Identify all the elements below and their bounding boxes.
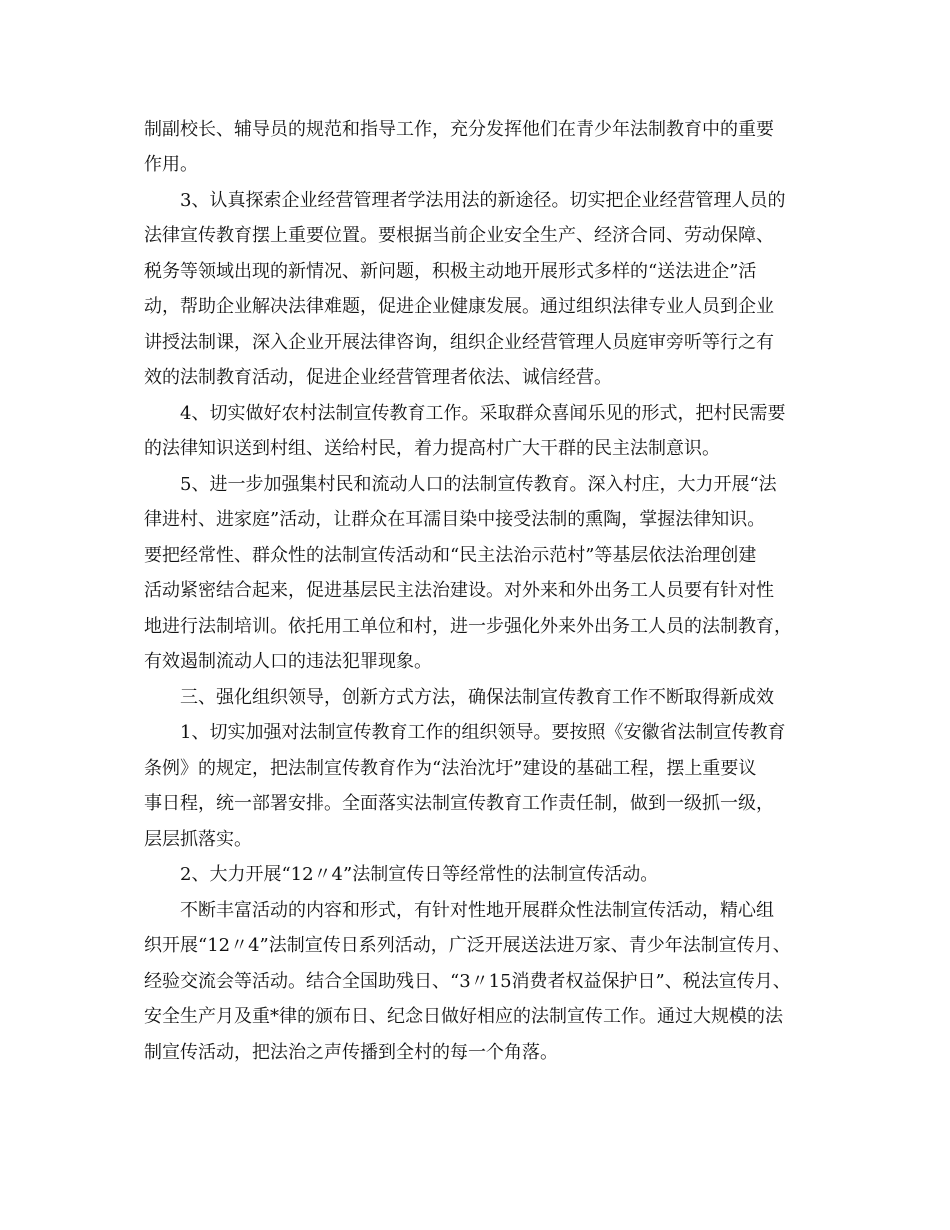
text-line: 织开展“12〃4”法制宣传日系列活动，广泛开展送法进万家、青少年法制宣传月、 <box>144 935 791 956</box>
text-line: 作用。 <box>144 154 198 175</box>
text-line: 制副校长、辅导员的规范和指导工作，充分发挥他们在青少年法制教育中的重要 <box>144 119 774 140</box>
text-line: 的法律知识送到村组、送给村民，着力提高村广大干群的民主法制意识。 <box>144 438 720 459</box>
text-line: 要把经常性、群众性的法制宣传活动和“民主法治示范村”等基层依法治理创建 <box>144 545 757 566</box>
text-line: 5、进一步加强集村民和流动人口的法制宣传教育。深入村庄，大力开展“法 <box>144 474 777 495</box>
text-line: 有效遏制流动人口的违法犯罪现象。 <box>144 651 432 672</box>
text-line: 条例》的规定，把法制宣传教育作为“法治沈圩”建设的基础工程，摆上重要议 <box>144 758 757 779</box>
text-line: 税务等领域出现的新情况、新问题，积极主动地开展形式多样的“送法进企”活 <box>144 261 757 282</box>
text-line: 效的法制教育活动，促进企业经营管理者依法、诚信经营。 <box>144 367 612 388</box>
text-line: 4、切实做好农村法制宣传教育工作。采取群众喜闻乐见的形式，把村民需要 <box>144 403 786 424</box>
text-line: 地进行法制培训。依托用工单位和村，进一步强化外来外出务工人员的法制教育， <box>144 616 792 637</box>
text-line: 律进村、进家庭”活动，让群众在耳濡目染中接受法制的熏陶，掌握法律知识。 <box>144 509 766 530</box>
text-line: 三、强化组织领导，创新方式方法，确保法制宣传教育工作不断取得新成效 <box>144 687 774 708</box>
text-line: 事日程，统一部署安排。全面落实法制宣传教育工作责任制，做到一级抓一级， <box>144 793 774 814</box>
text-line: 法律宣传教育摆上重要位置。要根据当前企业安全生产、经济合同、劳动保障、 <box>144 225 774 246</box>
text-line: 讲授法制课，深入企业开展法律咨询，组织企业经营管理人员庭审旁听等行之有 <box>144 332 774 353</box>
text-line: 层层抓落实。 <box>144 829 252 850</box>
text-line: 经验交流会等活动。结合全国助残日、“3〃15消费者权益保护日”、税法宣传月、 <box>144 971 791 992</box>
text-line: 安全生产月及重*律的颁布日、纪念日做好相应的法制宣传工作。通过大规模的法 <box>144 1006 783 1027</box>
text-line: 活动紧密结合起来，促进基层民主法治建设。对外来和外出务工人员要有针对性 <box>144 580 774 601</box>
text-line: 1、切实加强对法制宣传教育工作的组织领导。要按照《安徽省法制宣传教育 <box>144 722 786 743</box>
text-line: 2、大力开展“12〃4”法制宣传日等经常性的法制宣传活动。 <box>144 864 659 885</box>
text-line: 不断丰富活动的内容和形式，有针对性地开展群众性法制宣传活动，精心组 <box>144 900 774 921</box>
text-line: 制宣传活动，把法治之声传播到全村的每一个角落。 <box>144 1042 558 1063</box>
text-line: 3、认真探索企业经营管理者学法用法的新途径。切实把企业经营管理人员的 <box>144 190 786 211</box>
text-line: 动，帮助企业解决法律难题，促进企业健康发展。通过组织法律专业人员到企业 <box>144 296 774 317</box>
